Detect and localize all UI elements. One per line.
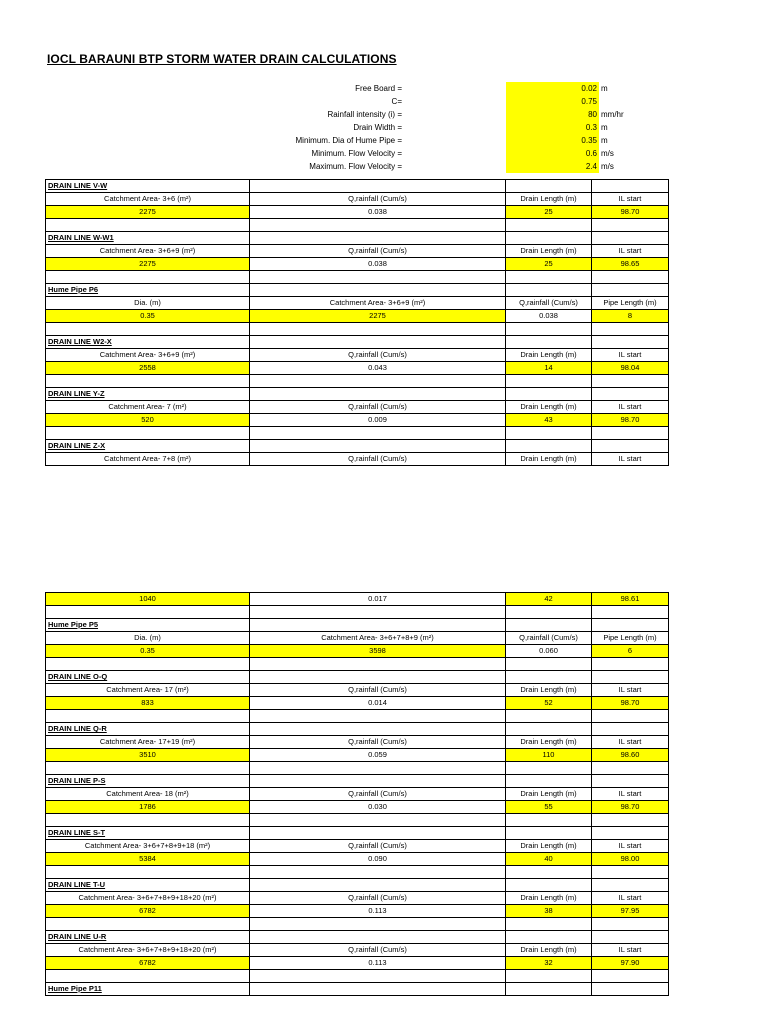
value-row: [46, 957, 669, 970]
value-drain-length: 25: [506, 206, 592, 219]
value-catchment: 5384: [46, 853, 250, 866]
value-q: 0.059: [250, 749, 506, 762]
col-header-pipe-length: Pipe Length (m): [592, 632, 669, 645]
calc-block-page-2: [45, 592, 668, 996]
col-header-drain-length: Drain Length (m): [506, 193, 592, 206]
value-dia: 0.35: [46, 310, 250, 323]
parameters-panel: [295, 82, 660, 173]
header-row: [46, 401, 669, 414]
empty-cell: [46, 427, 250, 440]
param-label: Free Board =: [355, 84, 402, 93]
empty-cell: [250, 710, 506, 723]
empty-cell: [46, 710, 250, 723]
empty-cell: [592, 219, 669, 232]
empty-cell: [250, 232, 506, 245]
col-header-pipe-length: Pipe Length (m): [592, 297, 669, 310]
section-title: Hume Pipe P6: [46, 284, 250, 297]
empty-cell: [506, 775, 592, 788]
param-value: 2.4: [506, 160, 599, 173]
section-title: DRAIN LINE Q-R: [46, 723, 250, 736]
value-dia: 0.35: [46, 645, 250, 658]
col-header-il-start: IL start: [592, 944, 669, 957]
value-q: 0.038: [250, 258, 506, 271]
value-row: [46, 697, 669, 710]
col-header-il-start: IL start: [592, 453, 669, 466]
param-unit: m: [601, 136, 608, 145]
value-il-start: 98.61: [592, 593, 669, 606]
col-header-catchment: Catchment Area- 17+19 (m²): [46, 736, 250, 749]
param-value: 80: [506, 108, 599, 121]
col-header-dia: Dia. (m): [46, 297, 250, 310]
param-unit: m: [601, 123, 608, 132]
empty-cell: [592, 723, 669, 736]
col-header-catchment: Catchment Area- 3+6 (m²): [46, 193, 250, 206]
value-il-start: 98.00: [592, 853, 669, 866]
spacer-row: [46, 866, 669, 879]
col-header-drain-length: Drain Length (m): [506, 401, 592, 414]
empty-cell: [250, 983, 506, 996]
col-header-catchment: Catchment Area- 17 (m²): [46, 684, 250, 697]
value-drain-length: 52: [506, 697, 592, 710]
empty-cell: [592, 375, 669, 388]
col-header-drain-length: Drain Length (m): [506, 245, 592, 258]
empty-cell: [506, 232, 592, 245]
empty-cell: [592, 671, 669, 684]
value-il-start: 98.60: [592, 749, 669, 762]
param-value: 0.35: [506, 134, 599, 147]
param-value: 0.02: [506, 82, 599, 95]
spacer-row: [46, 710, 669, 723]
empty-cell: [592, 232, 669, 245]
empty-cell: [592, 336, 669, 349]
col-header-drain-length: Drain Length (m): [506, 684, 592, 697]
col-header-il-start: IL start: [592, 349, 669, 362]
value-il-start: 98.65: [592, 258, 669, 271]
value-il-start: 98.70: [592, 697, 669, 710]
empty-cell: [592, 606, 669, 619]
value-catchment: 1040: [46, 593, 250, 606]
section-title: DRAIN LINE T-U: [46, 879, 250, 892]
col-header-il-start: IL start: [592, 245, 669, 258]
col-header-q: Q,rainfall (Cum/s): [250, 944, 506, 957]
header-row: [46, 684, 669, 697]
value-drain-length: 110: [506, 749, 592, 762]
spacer-row: [46, 427, 669, 440]
section-title: DRAIN LINE U-R: [46, 931, 250, 944]
value-row: [46, 749, 669, 762]
empty-cell: [506, 219, 592, 232]
header-row: [46, 193, 669, 206]
section-title: DRAIN LINE W2-X: [46, 336, 250, 349]
value-il-start: 97.90: [592, 957, 669, 970]
header-row: [46, 788, 669, 801]
col-header-catchment: Catchment Area- 7 (m²): [46, 401, 250, 414]
value-q: 0.113: [250, 957, 506, 970]
empty-cell: [250, 775, 506, 788]
empty-cell: [46, 814, 250, 827]
empty-cell: [46, 970, 250, 983]
col-header-catchment: Catchment Area- 3+6+9 (m²): [46, 245, 250, 258]
empty-cell: [250, 606, 506, 619]
section-title-row: [46, 180, 669, 193]
param-label: Maximum. Flow Velocity =: [309, 162, 402, 171]
empty-cell: [592, 284, 669, 297]
empty-cell: [592, 827, 669, 840]
empty-cell: [506, 336, 592, 349]
spacer-row: [46, 606, 669, 619]
value-drain-length: 14: [506, 362, 592, 375]
empty-cell: [506, 983, 592, 996]
col-header-catchment: Catchment Area- 3+6+7+8+9+18+20 (m²): [46, 944, 250, 957]
param-value: 0.3: [506, 121, 599, 134]
col-header-catchment: Catchment Area- 3+6+9 (m²): [250, 297, 506, 310]
section-title-row: [46, 775, 669, 788]
empty-cell: [250, 427, 506, 440]
spacer-row: [46, 918, 669, 931]
param-unit: m/s: [601, 149, 614, 158]
param-label: C=: [391, 97, 402, 106]
col-header-il-start: IL start: [592, 684, 669, 697]
section-title-row: [46, 440, 669, 453]
section-title: DRAIN LINE O-Q: [46, 671, 250, 684]
empty-cell: [592, 762, 669, 775]
header-row: [46, 453, 669, 466]
empty-cell: [506, 866, 592, 879]
col-header-q: Q,rainfall (Cum/s): [250, 245, 506, 258]
empty-cell: [506, 762, 592, 775]
value-q: 0.009: [250, 414, 506, 427]
empty-cell: [506, 427, 592, 440]
value-il-start: 97.95: [592, 905, 669, 918]
col-header-il-start: IL start: [592, 193, 669, 206]
empty-cell: [506, 918, 592, 931]
value-catchment: 2275: [250, 310, 506, 323]
param-value: 0.6: [506, 147, 599, 160]
empty-cell: [250, 762, 506, 775]
value-q: 0.014: [250, 697, 506, 710]
empty-cell: [46, 918, 250, 931]
empty-cell: [506, 814, 592, 827]
col-header-drain-length: Drain Length (m): [506, 788, 592, 801]
empty-cell: [506, 323, 592, 336]
empty-cell: [506, 970, 592, 983]
value-pipe-length: 6: [592, 645, 669, 658]
header-row: [46, 349, 669, 362]
section-title-row: [46, 619, 669, 632]
value-q: 0.113: [250, 905, 506, 918]
col-header-catchment: Catchment Area- 18 (m²): [46, 788, 250, 801]
value-pipe-length: 8: [592, 310, 669, 323]
empty-cell: [592, 619, 669, 632]
header-row: [46, 840, 669, 853]
section-title: Hume Pipe P11: [46, 983, 250, 996]
empty-cell: [250, 671, 506, 684]
empty-cell: [250, 180, 506, 193]
param-unit: mm/hr: [601, 110, 624, 119]
empty-cell: [592, 710, 669, 723]
col-header-catchment: Catchment Area- 3+6+7+8+9 (m²): [250, 632, 506, 645]
value-drain-length: 32: [506, 957, 592, 970]
col-header-catchment: Catchment Area- 3+6+7+8+9+18+20 (m²): [46, 892, 250, 905]
empty-cell: [592, 775, 669, 788]
value-catchment: 2275: [46, 258, 250, 271]
empty-cell: [250, 827, 506, 840]
empty-cell: [592, 271, 669, 284]
col-header-q: Q,rainfall (Cum/s): [250, 401, 506, 414]
empty-cell: [506, 879, 592, 892]
empty-cell: [506, 440, 592, 453]
empty-cell: [506, 180, 592, 193]
section-title-row: [46, 336, 669, 349]
empty-cell: [46, 866, 250, 879]
col-header-drain-length: Drain Length (m): [506, 840, 592, 853]
empty-cell: [506, 375, 592, 388]
header-row: [46, 944, 669, 957]
empty-cell: [592, 970, 669, 983]
section-title: DRAIN LINE V-W: [46, 180, 250, 193]
spacer-row: [46, 323, 669, 336]
col-header-dia: Dia. (m): [46, 632, 250, 645]
param-row: [300, 82, 660, 95]
empty-cell: [46, 606, 250, 619]
empty-cell: [250, 619, 506, 632]
param-row: [300, 95, 660, 108]
header-row: [46, 245, 669, 258]
col-header-drain-length: Drain Length (m): [506, 349, 592, 362]
section-title: DRAIN LINE Y-Z: [46, 388, 250, 401]
param-value: 0.75: [506, 95, 599, 108]
empty-cell: [46, 271, 250, 284]
value-drain-length: 43: [506, 414, 592, 427]
value-catchment: 3510: [46, 749, 250, 762]
empty-cell: [250, 284, 506, 297]
empty-cell: [250, 658, 506, 671]
value-catchment: 520: [46, 414, 250, 427]
empty-cell: [506, 619, 592, 632]
value-catchment: 6782: [46, 905, 250, 918]
value-catchment: 2558: [46, 362, 250, 375]
col-header-q: Q,rainfall (Cum/s): [250, 453, 506, 466]
value-row: [46, 853, 669, 866]
section-title-row: [46, 671, 669, 684]
empty-cell: [506, 388, 592, 401]
param-row: [295, 134, 660, 147]
section-title-row: [46, 232, 669, 245]
empty-cell: [506, 827, 592, 840]
calc-table-page-2: [45, 592, 669, 996]
empty-cell: [506, 606, 592, 619]
section-title: DRAIN LINE S-T: [46, 827, 250, 840]
col-header-q: Q,rainfall (Cum/s): [250, 736, 506, 749]
empty-cell: [592, 879, 669, 892]
value-drain-length: 42: [506, 593, 592, 606]
empty-cell: [506, 723, 592, 736]
empty-cell: [250, 931, 506, 944]
param-row: [300, 147, 660, 160]
empty-cell: [250, 879, 506, 892]
col-header-drain-length: Drain Length (m): [506, 944, 592, 957]
empty-cell: [250, 271, 506, 284]
col-header-q: Q,rainfall (Cum/s): [250, 788, 506, 801]
empty-cell: [592, 180, 669, 193]
spacer-row: [46, 219, 669, 232]
value-row: [46, 414, 669, 427]
param-row: [300, 160, 660, 173]
col-header-catchment: Catchment Area- 3+6+7+8+9+18 (m²): [46, 840, 250, 853]
section-title: DRAIN LINE W-W1: [46, 232, 250, 245]
spacer-row: [46, 271, 669, 284]
value-row: [46, 258, 669, 271]
empty-cell: [506, 658, 592, 671]
empty-cell: [592, 983, 669, 996]
value-catchment: 6782: [46, 957, 250, 970]
section-title-row: [46, 723, 669, 736]
col-header-drain-length: Drain Length (m): [506, 892, 592, 905]
value-catchment: 1786: [46, 801, 250, 814]
col-header-il-start: IL start: [592, 788, 669, 801]
empty-cell: [250, 219, 506, 232]
empty-cell: [46, 658, 250, 671]
header-row: [46, 892, 669, 905]
empty-cell: [46, 323, 250, 336]
param-label: Rainfall intensity (i) =: [327, 110, 402, 119]
param-row: [300, 121, 660, 134]
value-il-start: 98.70: [592, 206, 669, 219]
col-header-q: Q,rainfall (Cum/s): [250, 349, 506, 362]
value-row: [46, 645, 669, 658]
value-row: [46, 801, 669, 814]
empty-cell: [592, 814, 669, 827]
col-header-q: Q,rainfall (Cum/s): [506, 632, 592, 645]
empty-cell: [250, 814, 506, 827]
empty-cell: [506, 931, 592, 944]
param-row: [300, 108, 660, 121]
empty-cell: [592, 440, 669, 453]
empty-cell: [250, 323, 506, 336]
value-row: [46, 905, 669, 918]
col-header-catchment: Catchment Area- 3+6+9 (m²): [46, 349, 250, 362]
header-row: [46, 736, 669, 749]
col-header-drain-length: Drain Length (m): [506, 736, 592, 749]
empty-cell: [250, 866, 506, 879]
value-row: [46, 206, 669, 219]
empty-cell: [250, 918, 506, 931]
empty-cell: [46, 762, 250, 775]
value-catchment: 2275: [46, 206, 250, 219]
section-title-row: [46, 931, 669, 944]
col-header-q: Q,rainfall (Cum/s): [250, 892, 506, 905]
value-catchment: 833: [46, 697, 250, 710]
empty-cell: [250, 375, 506, 388]
spacer-row: [46, 375, 669, 388]
spacer-row: [46, 762, 669, 775]
section-title-row: [46, 879, 669, 892]
empty-cell: [592, 866, 669, 879]
value-catchment: 3598: [250, 645, 506, 658]
value-drain-length: 25: [506, 258, 592, 271]
param-unit: m/s: [601, 162, 614, 171]
col-header-q: Q,rainfall (Cum/s): [250, 840, 506, 853]
value-row: [46, 362, 669, 375]
empty-cell: [46, 375, 250, 388]
empty-cell: [592, 918, 669, 931]
col-header-drain-length: Drain Length (m): [506, 453, 592, 466]
col-header-il-start: IL start: [592, 401, 669, 414]
empty-cell: [592, 323, 669, 336]
empty-cell: [250, 388, 506, 401]
param-label: Drain Width =: [353, 123, 402, 132]
section-title: Hume Pipe P5: [46, 619, 250, 632]
value-row: [46, 593, 669, 606]
col-header-q: Q,rainfall (Cum/s): [506, 297, 592, 310]
value-il-start: 98.70: [592, 801, 669, 814]
value-il-start: 98.04: [592, 362, 669, 375]
spacer-row: [46, 658, 669, 671]
col-header-q: Q,rainfall (Cum/s): [250, 684, 506, 697]
value-il-start: 98.70: [592, 414, 669, 427]
empty-cell: [250, 970, 506, 983]
calc-table-page-1: [45, 179, 669, 466]
section-title-row: [46, 827, 669, 840]
value-drain-length: 40: [506, 853, 592, 866]
calc-block-page-1: [45, 179, 668, 466]
section-title: DRAIN LINE P-S: [46, 775, 250, 788]
value-row: [46, 310, 669, 323]
empty-cell: [506, 710, 592, 723]
value-q: 0.030: [250, 801, 506, 814]
spacer-row: [46, 970, 669, 983]
spacer-row: [46, 814, 669, 827]
param-unit: m: [601, 84, 608, 93]
section-title: DRAIN LINE Z-X: [46, 440, 250, 453]
value-q: 0.017: [250, 593, 506, 606]
empty-cell: [250, 336, 506, 349]
empty-cell: [592, 658, 669, 671]
empty-cell: [592, 931, 669, 944]
param-label: Minimum. Dia of Hume Pipe =: [295, 136, 402, 145]
value-q: 0.043: [250, 362, 506, 375]
header-row: [46, 297, 669, 310]
value-drain-length: 55: [506, 801, 592, 814]
empty-cell: [250, 723, 506, 736]
param-label: Minimum. Flow Velocity =: [311, 149, 402, 158]
col-header-il-start: IL start: [592, 892, 669, 905]
col-header-il-start: IL start: [592, 840, 669, 853]
empty-cell: [592, 427, 669, 440]
col-header-il-start: IL start: [592, 736, 669, 749]
value-q: 0.038: [506, 310, 592, 323]
col-header-q: Q,rainfall (Cum/s): [250, 193, 506, 206]
empty-cell: [506, 271, 592, 284]
empty-cell: [506, 671, 592, 684]
empty-cell: [506, 284, 592, 297]
empty-cell: [592, 388, 669, 401]
value-drain-length: 38: [506, 905, 592, 918]
header-row: [46, 632, 669, 645]
value-q: 0.060: [506, 645, 592, 658]
value-q: 0.038: [250, 206, 506, 219]
section-title-row: [46, 983, 669, 996]
empty-cell: [46, 219, 250, 232]
section-title-row: [46, 388, 669, 401]
empty-cell: [250, 440, 506, 453]
col-header-catchment: Catchment Area- 7+8 (m²): [46, 453, 250, 466]
section-title-row: [46, 284, 669, 297]
value-q: 0.090: [250, 853, 506, 866]
sheet-title: IOCL BARAUNI BTP STORM WATER DRAIN CALCULATIONS: [47, 52, 397, 66]
